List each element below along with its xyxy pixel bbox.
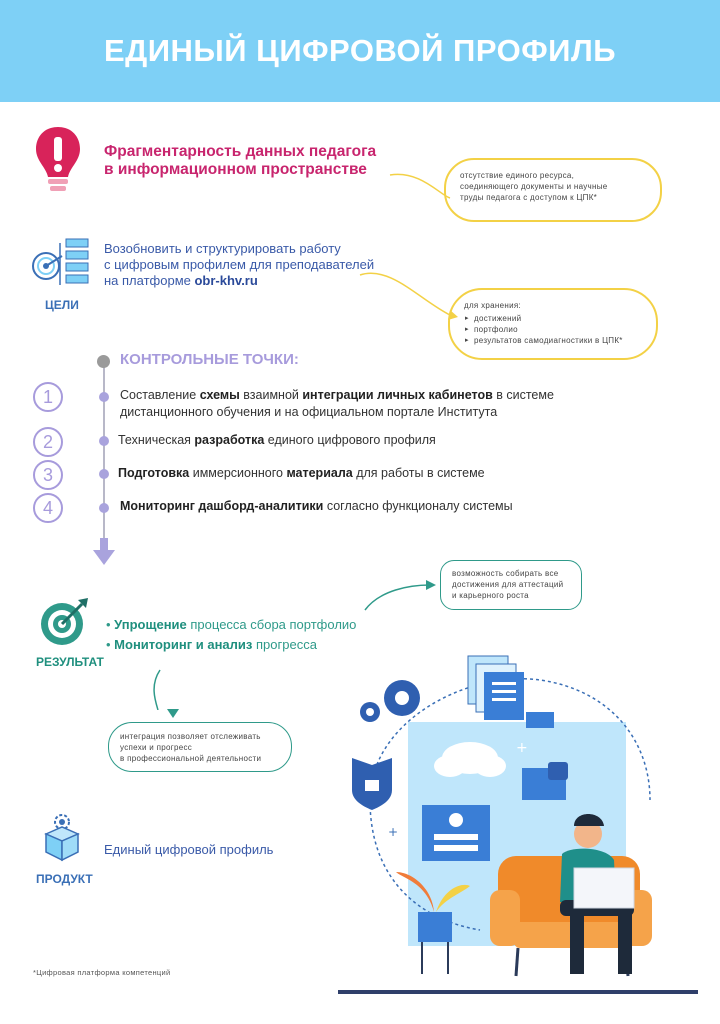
product-text: Единый цифровой профиль [104, 842, 274, 857]
goals-text [104, 241, 434, 289]
result-note-top [452, 568, 582, 601]
page-title: ЕДИНЫЙ ЦИФРОВОЙ ПРОФИЛЬ [104, 33, 616, 68]
result-item-bold: Упрощение [114, 617, 187, 632]
goals-note-item: ▸ достижений [474, 313, 654, 324]
step-text-bold: материала [286, 466, 353, 480]
step-text-part: Составление [120, 388, 200, 402]
goals-line3 [104, 273, 434, 289]
goals-note-item: ▸ результатов самодиагностики в ЦПК* [474, 335, 654, 346]
timeline-dot [99, 436, 109, 446]
footnote: *Цифровая платформа компетенций [33, 968, 171, 977]
step-text-part: Техническая [118, 433, 195, 447]
step-text-part: дистанционного обучения и на официальном портале Института [120, 405, 498, 419]
result-note-top-line2: достижения для аттестаций [452, 580, 564, 589]
target-diagram-icon [30, 238, 92, 290]
illustration [330, 650, 710, 1000]
alert-icon [32, 125, 84, 195]
result-item-bold: Мониторинг и анализ [114, 637, 253, 652]
goals-note [464, 300, 654, 346]
result-note-top-line3: и карьерного роста [452, 591, 529, 600]
goals-note-title: для хранения: [464, 301, 521, 310]
problem-note-line3: труды педагога с доступом к ЦПК* [460, 193, 598, 202]
timeline-start-dot [97, 355, 110, 368]
step-text-bold: интеграции личных кабинетов [302, 388, 493, 402]
result-item: • Упрощение процесса сбора портфолио [106, 617, 357, 632]
problem-note-line2: соединяющего документы и научные [460, 182, 608, 191]
goals-caption: ЦЕЛИ [45, 298, 79, 312]
result-caption: РЕЗУЛЬТАТ [36, 655, 104, 669]
timeline-dot [99, 503, 109, 513]
step-2-text [118, 432, 598, 449]
step-text-bold: схемы [199, 388, 240, 402]
timeline-dot [99, 392, 109, 402]
goals-note-item: ▸ портфолио [474, 324, 654, 335]
problem-note [460, 170, 660, 203]
step-1-text [120, 387, 600, 421]
header-banner [0, 0, 720, 102]
step-3-text [118, 465, 598, 482]
step-number: 3 [33, 460, 63, 490]
step-text-part: для работы в системе [352, 466, 485, 480]
svg-text:+: + [388, 825, 399, 839]
problem-title-line1: Фрагментарность данных педагога [104, 143, 377, 160]
result-note-top-line1: возможность собирать все [452, 569, 559, 578]
goals-line2: с цифровым профилем для преподавателей [104, 257, 375, 272]
result-note-bottom-line1: интеграция позволяет отслеживать [120, 732, 261, 741]
step-text-bold: Подготовка [118, 466, 190, 480]
step-text-part: согласно функционалу системы [323, 499, 513, 513]
checkpoints-title: КОНТРОЛЬНЫЕ ТОЧКИ: [120, 351, 299, 368]
step-number: 4 [33, 493, 63, 523]
step-text-bold: разработка [194, 433, 265, 447]
step-text-part: иммерсионного [189, 466, 287, 480]
timeline-dot [99, 469, 109, 479]
problem-title-line2: в информационном пространстве [104, 161, 367, 178]
platform-link[interactable]: obr-khv.ru [194, 273, 258, 288]
result-note-bottom-line3: в профессиональной деятельности [120, 754, 262, 763]
product-box-icon [42, 812, 82, 867]
step-text-bold: Мониторинг дашборд-аналитики [120, 499, 324, 513]
step-4-text [120, 498, 600, 515]
svg-text:+: + [516, 740, 528, 756]
step-text-part: взаимной [239, 388, 303, 402]
product-caption: ПРОДУКТ [36, 872, 93, 886]
result-item-text: прогресса [252, 637, 317, 652]
problem-note-line1: отсутствие единого ресурса, [460, 171, 575, 180]
timeline-line [103, 358, 105, 544]
result-item: • Мониторинг и анализ прогресса [106, 637, 317, 652]
result-item-text: процесса сбора портфолио [186, 617, 357, 632]
step-text-part: единого цифрового профиля [264, 433, 436, 447]
target-icon [38, 596, 92, 653]
goals-line1: Возобновить и структурировать работу [104, 241, 341, 256]
arrow-down-icon [93, 538, 115, 571]
goals-line3-prefix: на платформе [104, 273, 195, 288]
step-text-part: в системе [492, 388, 554, 402]
step-number: 1 [33, 382, 63, 412]
result-note-bottom-line2: успехи и прогресс [120, 743, 193, 752]
result-note-bottom [120, 731, 290, 764]
step-number: 2 [33, 427, 63, 457]
